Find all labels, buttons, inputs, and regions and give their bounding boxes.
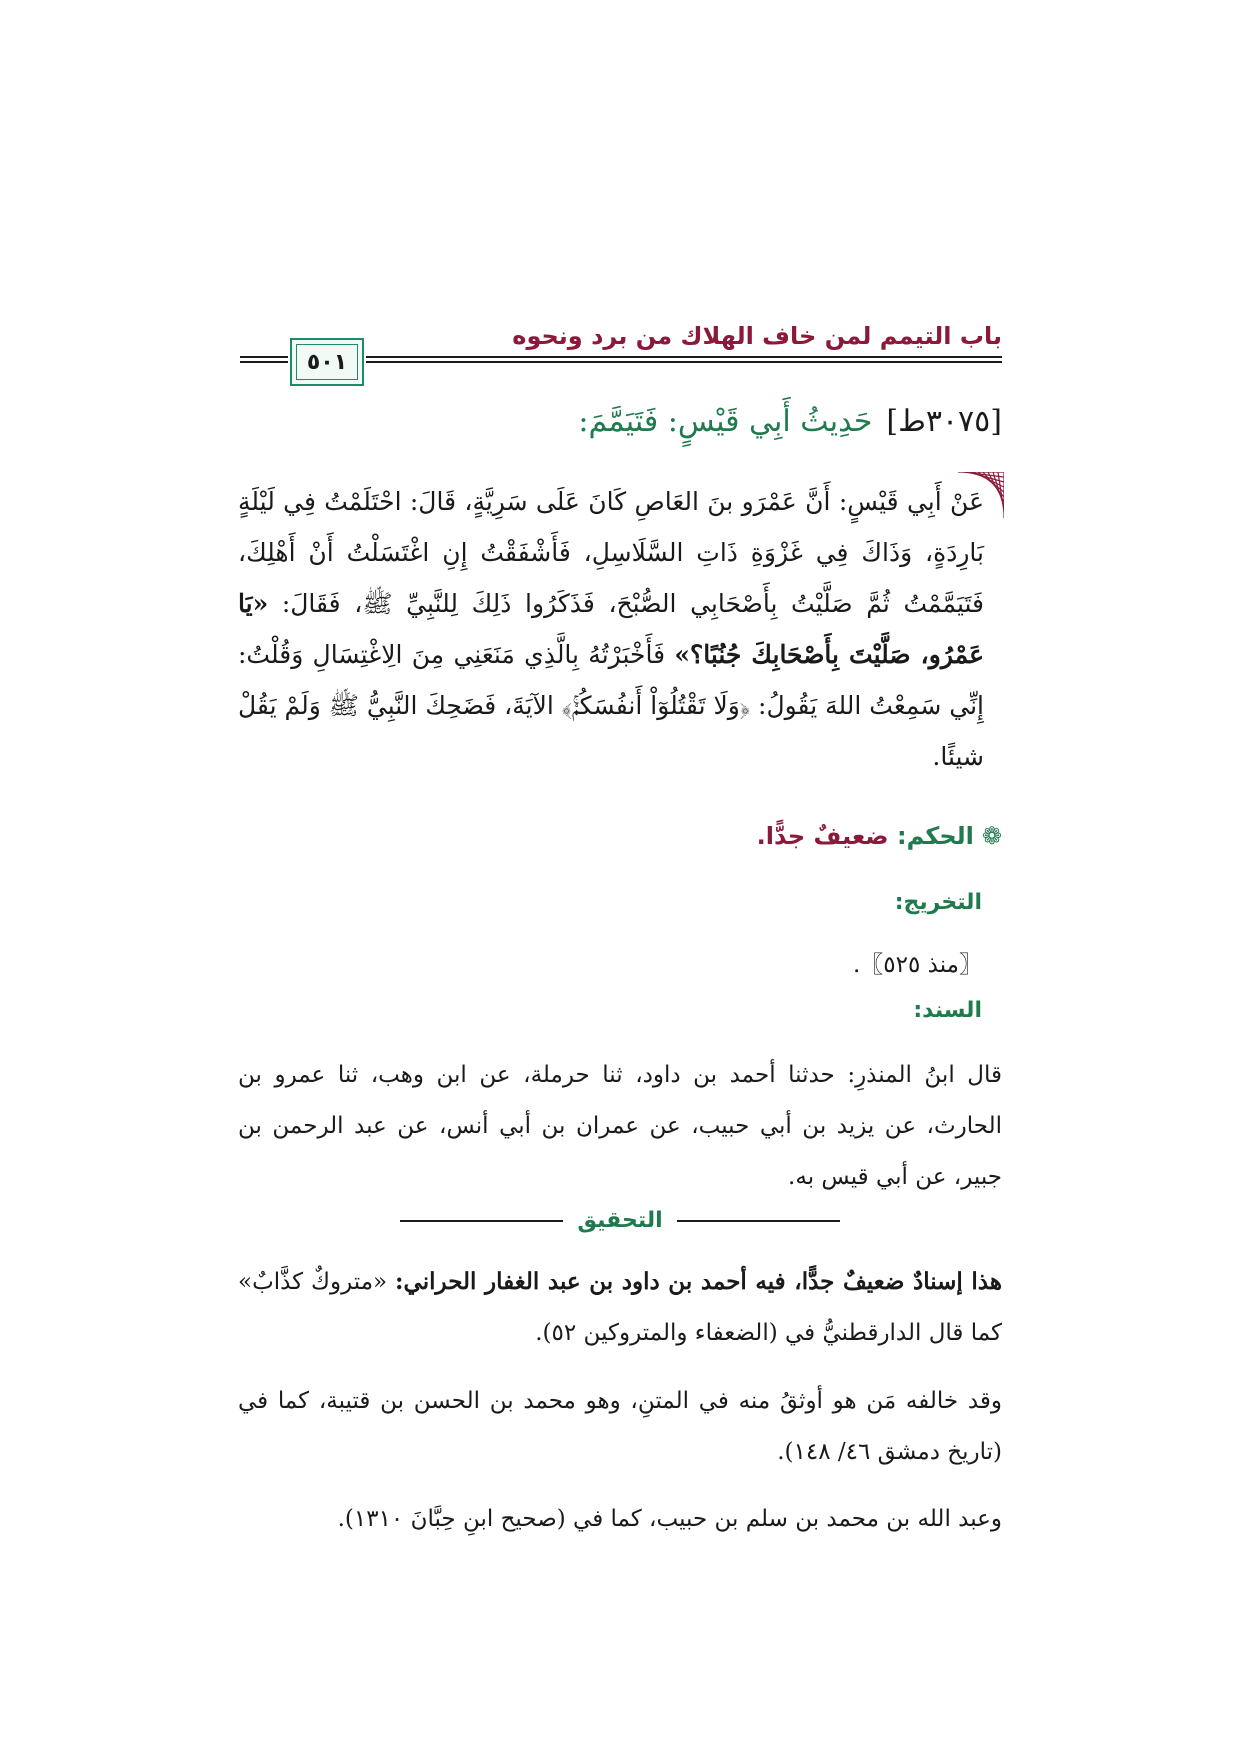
hadith-number: [٣٠٧٥ط] [886, 404, 1002, 439]
ruling [757, 822, 1002, 850]
tahqiq-heading: التحقيق [577, 1208, 663, 1233]
sanad-text: قال ابنُ المنذرِ: حدثنا أحمد بن داود، ثنا حرملة، عن ابن وهب، ثنا عمرو بن الحارث، عن يزيد بن أبي حبيب، عن عمران بن أبي أنس، عن عبد الرحمن بن جبير، عن أبي قيس به. [238, 1062, 1002, 1190]
divider-line [677, 1220, 840, 1222]
tahqiq-paragraph-3: وعبد الله بن محمد بن سلم بن حبيب، كما في (صحيح ابنِ حِبَّانَ ١٣١٠). [337, 1506, 1002, 1532]
ruling-value: ضعيفٌ جدًّا. [756, 822, 889, 850]
page-number: ٥٠١ [306, 349, 348, 375]
takhrij-text: 〖منذ ٥٢٥〗. [852, 952, 982, 978]
sanad-label: السند: [913, 998, 982, 1023]
divider-line [400, 1220, 563, 1222]
header-rule-left [240, 356, 288, 358]
header-rule [366, 361, 1002, 363]
tahqiq-divider [400, 1208, 840, 1233]
flower-ornament-icon: ❁ [981, 822, 1002, 850]
hadith-title-text: حَدِيثُ أَبِي قَيْسٍ: فَتَيَمَّمَ: [578, 404, 873, 439]
header-rule [366, 356, 1002, 358]
hadith-text-part1: عَنْ أَبِي قَيْسٍ: أَنَّ عَمْرَو بنَ العَاصِ كَانَ عَلَى سَرِيَّةٍ، قَالَ: احْتَلَمْتُ فِي لَيْلَةٍ بَارِدَةٍ، وَذَاكَ فِي غَزْوَةِ ذَاتِ السَّلَاسِلِ، فَأَشْفَقْتُ إِنِ اغْتَسَلْتُ أَنْ أَهْلِكَ، فَتَيَمَّمْتُ ثُمَّ صَلَّيْتُ بِأَصْحَابِي الصُّبْحَ، فَذَكَرُوا ذَلِكَ لِلنَّبِيِّ ﷺ، فَقَالَ: [238, 487, 984, 618]
hadith-text [238, 476, 984, 782]
ruling-label: الحكم: [896, 822, 974, 850]
page-number-frame [290, 338, 364, 386]
tahqiq-verdict: هذا إسنادٌ ضعيفٌ جدًّا، فيه أحمد بن داود بن عبد الغفار الحراني: [395, 1268, 1002, 1295]
header-rule-left [240, 361, 288, 363]
tahqiq-paragraph-1 [238, 1256, 1002, 1359]
tahqiq-paragraph-2: وقد خالفه مَن هو أوثقُ منه في المتنِ، وهو محمد بن الحسن بن قتيبة، كما في (تاريخ دمشق ٤٦/ ١٤٨). [238, 1388, 1002, 1465]
running-header-title: باب التيمم لمن خاف الهلاك من برد ونحوه [512, 322, 1002, 350]
hadith-text-part2: فَأَخْبَرْتُهُ بِالَّذِي مَنَعَنِي مِنَ الِاغْتِسَالِ وَقُلْتُ: إِنِّي سَمِعْتُ اللهَ يَقُولُ: ﴿وَلَا تَقْتُلُوٓاْ أَنفُسَكُمْۚ﴾ الآيَةَ، فَضَحِكَ النَّبِيُّ ﷺ وَلَمْ يَقُلْ شيئًا. [238, 640, 984, 771]
takhrij-label: التخريج: [894, 890, 982, 915]
hadith-title [578, 404, 1002, 439]
tahqiq-paragraph-1-rest: «متروكٌ كذَّابٌ» كما قال الدارقطنيُّ في (الضعفاء والمتروكين ٥٢). [238, 1269, 1002, 1346]
prophet-quote: «يَا عَمْرُو، صَلَّيْتَ بِأَصْحَابِكَ جُنُبًا؟» [238, 589, 984, 669]
